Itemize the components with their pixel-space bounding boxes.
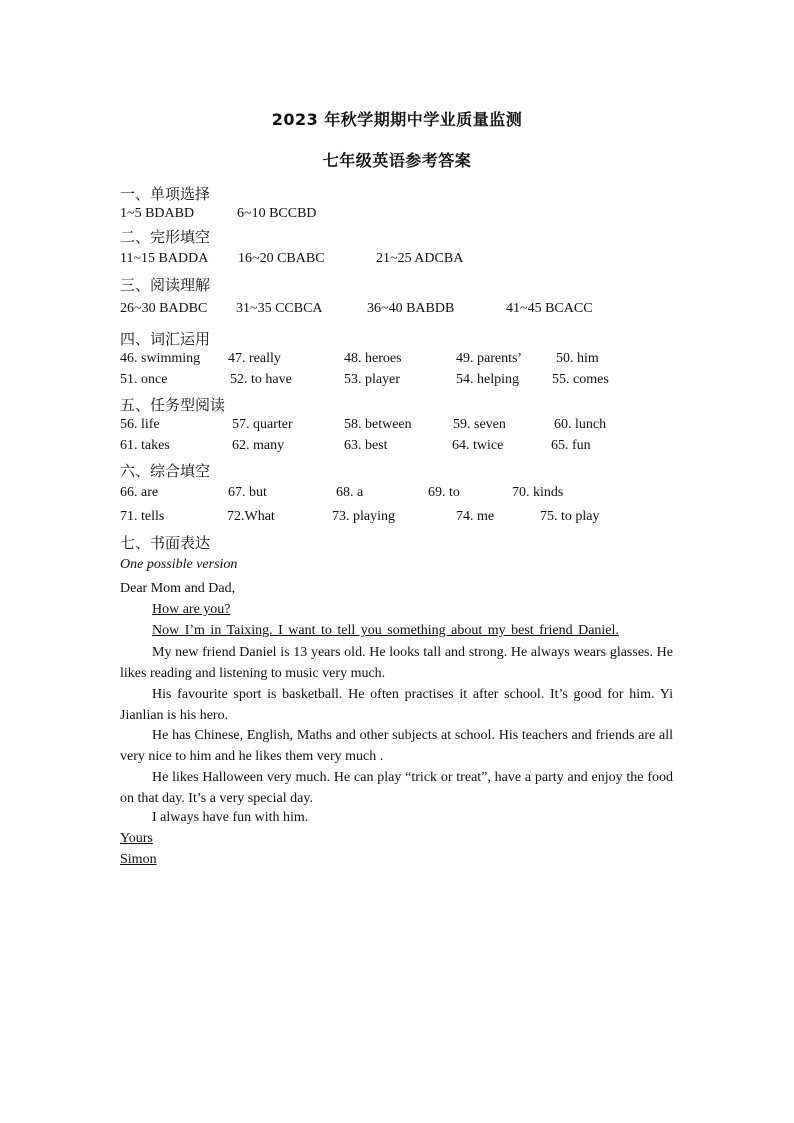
answer-item: 60. lunch: [554, 417, 607, 432]
essay-signature: Simon: [120, 852, 157, 867]
section-heading-vocabulary: 四、词汇运用: [120, 330, 211, 348]
answer-group: 41~45 BCACC: [506, 301, 593, 316]
essay-paragraph: He likes Halloween very much. He can play “trick or treat”, have a party and enjoy the food on that day. It’s a very special day.: [120, 770, 673, 806]
answer-item: 66. are: [120, 485, 159, 500]
section-heading-single-choice: 一、单项选择: [120, 185, 211, 203]
answer-item: 51. once: [120, 372, 168, 387]
answer-group: 21~25 ADCBA: [376, 251, 464, 266]
answer-item: 61. takes: [120, 438, 170, 453]
answer-group: 36~40 BABDB: [367, 301, 455, 316]
essay-paragraph: His favourite sport is basketball. He often practises it after school. It’s good for him. Yi Jianlian is his hero.: [120, 687, 673, 723]
section-heading-comprehensive-fill: 六、综合填空: [120, 462, 211, 480]
section-heading-reading: 三、阅读理解: [120, 276, 211, 294]
answer-group: 11~15 BADDA: [120, 251, 209, 266]
section-heading-task-reading: 五、任务型阅读: [120, 396, 226, 414]
answer-item: 63. best: [344, 438, 388, 453]
answer-item: 74. me: [456, 509, 495, 524]
answer-item: 73. playing: [332, 509, 395, 524]
answer-item: 70. kinds: [512, 485, 564, 500]
essay-line: I always have fun with him.: [152, 810, 309, 825]
answer-item: 59. seven: [453, 417, 506, 432]
essay-greeting: Dear Mom and Dad,: [120, 581, 236, 596]
answer-item: 56. life: [120, 417, 160, 432]
answer-item: 50. him: [556, 351, 599, 366]
answer-item: 58. between: [344, 417, 412, 432]
answer-item: 68. a: [336, 485, 364, 500]
section-heading-cloze: 二、完形填空: [120, 228, 211, 246]
page-subtitle: 七年级英语参考答案: [322, 151, 472, 170]
essay-paragraph: He has Chinese, English, Maths and other subjects at school. His teachers and friends are all very nice to him and he likes them very much .: [120, 728, 673, 764]
answer-item: 62. many: [232, 438, 285, 453]
answer-group: 1~5 BDABD: [120, 206, 195, 221]
answer-item: 48. heroes: [344, 351, 402, 366]
answer-item: 49. parents’: [456, 351, 523, 366]
answer-item: 57. quarter: [232, 417, 293, 432]
answer-item: 69. to: [428, 485, 460, 500]
answer-item: 54. helping: [456, 372, 519, 387]
section-heading-writing: 七、书面表达: [120, 534, 211, 552]
answer-group: 26~30 BADBC: [120, 301, 208, 316]
answer-item: 53. player: [344, 372, 400, 387]
answer-item: 67. but: [228, 485, 267, 500]
answer-group: 31~35 CCBCA: [236, 301, 323, 316]
answer-item: 52. to have: [230, 372, 292, 387]
page-title: 2023 年秋学期期中学业质量监测: [271, 110, 523, 129]
answer-group: 6~10 BCCBD: [237, 206, 317, 221]
answer-item: 72.What: [227, 509, 275, 524]
answer-item: 46. swimming: [120, 351, 201, 366]
answer-item: 71. tells: [120, 509, 165, 524]
answer-item: 55. comes: [552, 372, 609, 387]
essay-paragraph: My new friend Daniel is 13 years old. He looks tall and strong. He always wears glasses. He likes reading and listening to music very much.: [120, 645, 673, 681]
answer-item: 64. twice: [452, 438, 504, 453]
answer-item: 47. really: [228, 351, 281, 366]
answer-group: 16~20 CBABC: [238, 251, 325, 266]
answer-item: 75. to play: [540, 509, 600, 524]
essay-line: Now I’m in Taixing. I want to tell you something about my best friend Daniel.: [152, 623, 619, 638]
essay-label: One possible version: [120, 557, 238, 572]
essay-line: How are you?: [152, 602, 231, 617]
answer-item: 65. fun: [551, 438, 591, 453]
essay-closing: Yours: [120, 831, 153, 846]
